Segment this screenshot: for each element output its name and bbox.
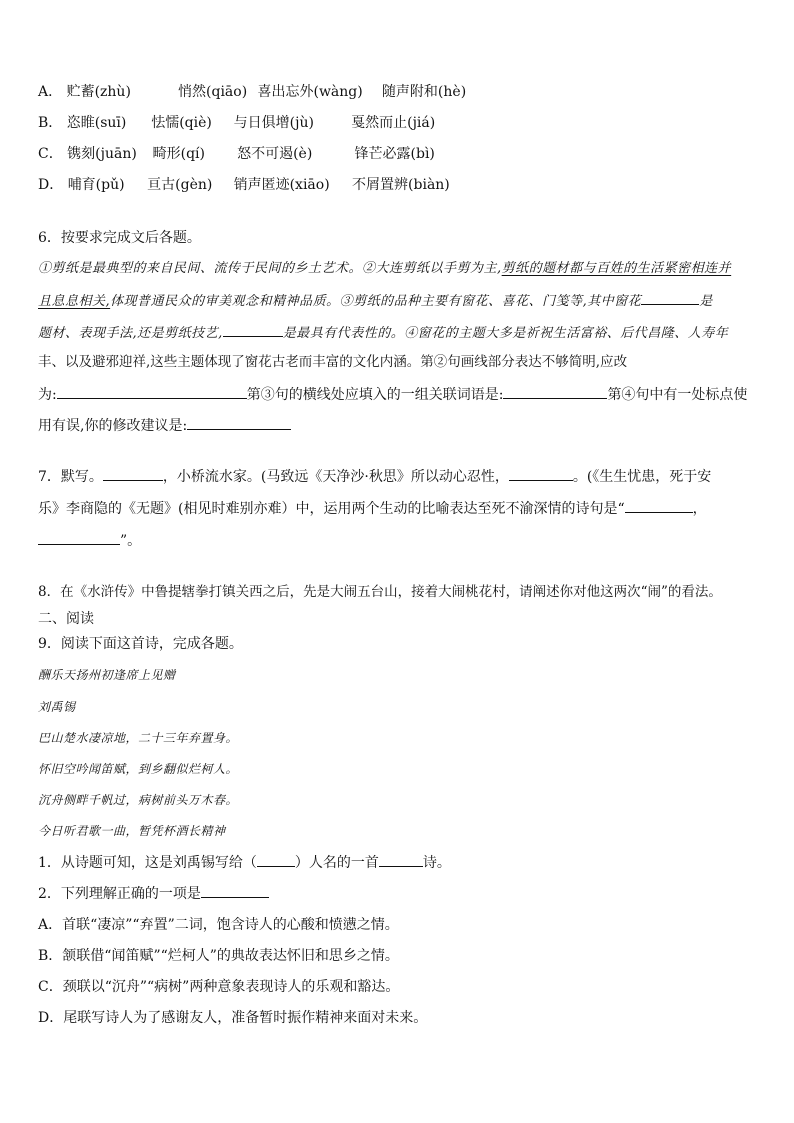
option-label: B．: [38, 115, 63, 131]
option-item: 恣睢(suī): [66, 115, 127, 131]
passage-text: 是: [699, 294, 713, 309]
q5-option-a: [38, 82, 466, 102]
option-item: 锋芒必露(bì): [354, 146, 435, 162]
passage-text: 丰、以及避邪迎祥,这些主题体现了窗花古老而丰富的文化内涵。第②句画线部分表达不够简明,应改: [38, 354, 628, 370]
q9-option-c: C．颈联以“沉舟”“病树”两种意象表现诗人的乐观和豁达。: [38, 979, 400, 995]
q9-sub1: [38, 852, 451, 873]
q9-option-d: D．尾联写诗人为了感谢友人，准备暂时振作精神来面对未来。: [38, 1010, 428, 1026]
option-item: 畸形(qí): [152, 146, 205, 162]
passage-text: 第④句中有一处标点使: [607, 387, 748, 403]
q6-question-line: [38, 415, 291, 436]
passage-text: 1．从诗题可知，这是刘禹锡写给（: [38, 855, 257, 871]
answer-blank[interactable]: [625, 498, 693, 513]
underlined-phrase: 剪纸的题材都与百姓的生活紧密相连并: [501, 261, 732, 276]
q6-passage-line: [38, 352, 627, 372]
passage-text: 2．下列理解正确的一项是: [38, 886, 201, 902]
option-item: 喜出忘外(wàng): [257, 84, 363, 100]
passage-text: 用有误,你的修改建议是:: [38, 418, 188, 434]
answer-blank[interactable]: [57, 384, 247, 399]
option-item: 怯懦(qiè): [151, 115, 212, 131]
answer-blank[interactable]: [103, 466, 163, 481]
option-item: 与日俱增(jù): [233, 115, 314, 131]
option-item: 随声附和(hè): [381, 84, 467, 100]
poem-line: 今日听君歌一曲，暂凭杯酒长精神: [38, 824, 226, 838]
passage-text: 题材、表现手法,还是剪纸技艺,: [38, 326, 223, 341]
answer-blank[interactable]: [509, 466, 573, 481]
option-item: 悄然(qiāo): [178, 84, 248, 100]
option-label: C．: [38, 146, 63, 162]
passage-text: 诗。: [422, 855, 451, 871]
poem-line: 怀旧空吟闻笛赋，到乡翻似烂柯人。: [38, 762, 239, 776]
answer-blank[interactable]: [379, 852, 423, 867]
answer-blank[interactable]: [187, 415, 291, 430]
q7-line: [38, 498, 707, 519]
q9-option-b: B．颔联借“闻笛赋”“烂柯人”的典故表达怀旧和思乡之情。: [38, 948, 399, 964]
q9-option-a: A．首联“凄凉”“弃置”二词，饱含诗人的心酸和愤懑之情。: [38, 917, 399, 933]
passage-text: 。(《生生忧患，死于安: [572, 469, 712, 485]
answer-blank[interactable]: [38, 530, 120, 545]
option-label: D．: [38, 177, 64, 193]
poem-title: 酬乐天扬州初逢席上见赠: [38, 668, 176, 682]
option-item: 怒不可遏(è): [237, 146, 313, 162]
passage-text: 第③句的横线处应填入的一组关联词语是:: [246, 387, 504, 403]
passage-text: 为:: [38, 387, 57, 403]
q5-option-c: [38, 144, 435, 164]
passage-text: ）人名的一首: [294, 855, 379, 871]
poem-author: 刘禹锡: [38, 700, 76, 714]
q9-title: 9．阅读下面这首诗，完成各题。: [38, 636, 243, 652]
option-item: 哺育(pǔ): [67, 177, 125, 193]
passage-text: ”。: [120, 533, 142, 549]
underlined-phrase: 且息息相关,: [38, 294, 111, 309]
option-item: 贮蓄(zhù): [66, 84, 131, 100]
option-item: 戛然而止(jiá): [351, 115, 436, 131]
option-item: 亘古(gèn): [147, 177, 213, 193]
option-item: 镌刻(juān): [67, 146, 137, 162]
q8-question: 8．在《水浒传》中鲁提辖拳打镇关西之后，先是大闹五台山，接着大闹桃花村，请阐述你对他这两次“闹”的看法。: [38, 584, 722, 600]
q7-line: [38, 466, 711, 487]
q6-passage-line: [38, 290, 713, 312]
section-heading: 二、阅读: [38, 611, 94, 627]
passage-text: 体现普通民众的审美观念和精神品质。③剪纸的品种主要有窗花、喜花、门笺等,其中窗花: [110, 294, 642, 309]
passage-text: ①剪纸是最典型的来自民间、流传于民间的乡土艺术。②大连剪纸以手剪为主,: [38, 261, 502, 276]
q6-passage-line: [38, 259, 731, 279]
answer-blank[interactable]: [223, 322, 283, 337]
q6-passage-line: [38, 322, 728, 344]
q6-question-line: [38, 384, 747, 405]
answer-blank[interactable]: [641, 290, 699, 305]
passage-text: 7．默写。: [38, 469, 103, 485]
q6-title: 6．按要求完成文后各题。: [38, 230, 201, 246]
answer-blank[interactable]: [201, 883, 269, 898]
answer-blank[interactable]: [257, 852, 295, 867]
option-item: 销声匿迹(xiāo): [233, 177, 330, 193]
option-item: 不屑置辨(biàn): [352, 177, 450, 193]
q9-sub2: [38, 883, 269, 904]
option-label: A．: [38, 84, 63, 100]
poem-line: 巴山楚水凄凉地，二十三年弃置身。: [38, 731, 239, 745]
answer-blank[interactable]: [503, 384, 607, 399]
passage-text: 乐》李商隐的《无题》(相见时难别亦难）中，运用两个生动的比喻表达至死不渝深情的诗句是“: [38, 501, 625, 517]
passage-text: ，小桥流水家。(马致远《天净沙·秋思》所以动心忍性，: [162, 469, 509, 485]
passage-text: 是最具有代表性的。④窗花的主题大多是祈祝生活富裕、后代昌隆、人寿年: [282, 326, 729, 341]
q7-line: [38, 530, 141, 551]
q5-option-d: [38, 175, 450, 195]
passage-text: ，: [692, 501, 707, 517]
poem-line: 沉舟侧畔千帆过，病树前头万木春。: [38, 793, 239, 807]
q5-option-b: [38, 113, 435, 133]
